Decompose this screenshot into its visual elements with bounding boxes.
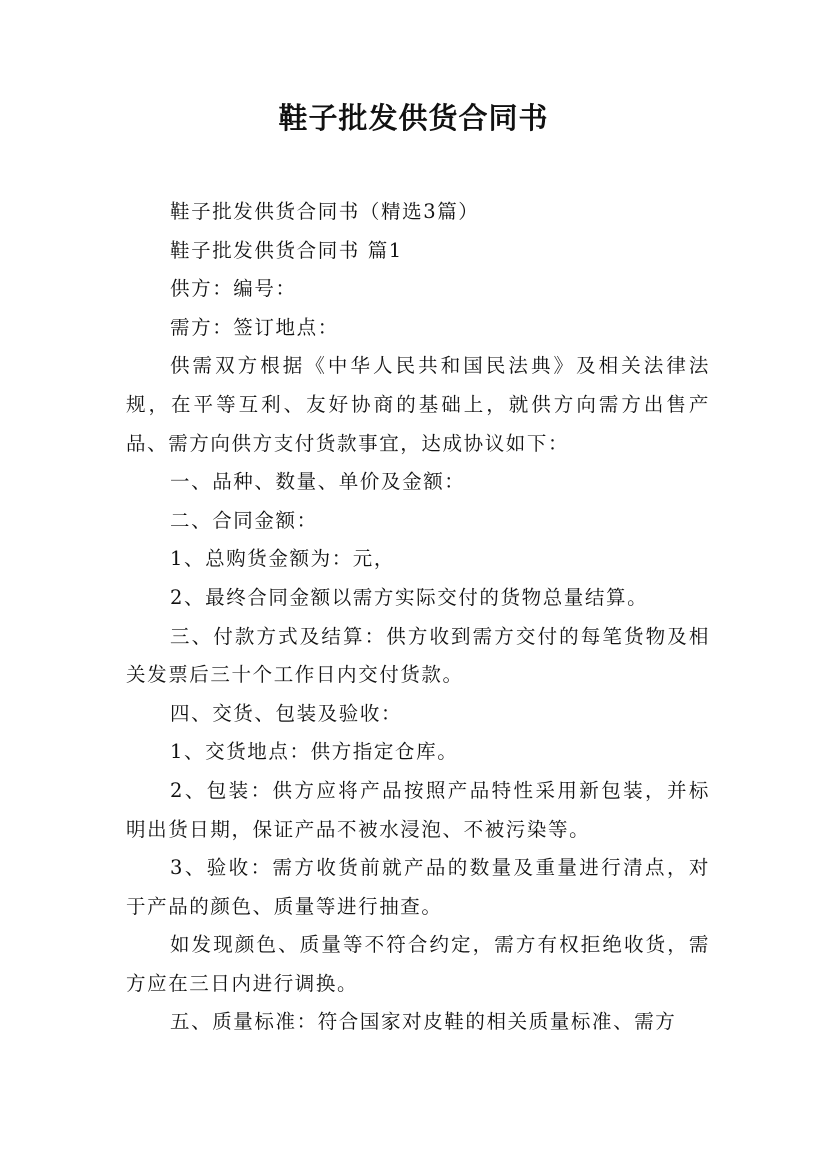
paragraph-clause-2: 二、合同金额： (170, 508, 318, 532)
paragraph-section-heading: 鞋子批发供货合同书 篇1 (170, 238, 403, 262)
paragraph-clause-4-3: 3、验收：需方收货前就产品的数量及重量进行清点，对于产品的颜色、质量等进行抽查。 (126, 856, 710, 918)
paragraph-clause-4: 四、交货、包装及验收： (170, 701, 403, 725)
paragraph-clause-4-2: 2、包装：供方应将产品按照产品特性采用新包装，并标明出货日期，保证产品不被水浸泡、不被污染等。 (126, 778, 710, 841)
paragraph-clause-4-note: 如发现颜色、质量等不符合约定，需方有权拒绝收货，需方应在三日内进行调换。 (126, 933, 710, 995)
paragraph-clause-5: 五、质量标准：符合国家对皮鞋的相关质量标准、需方 (170, 1010, 677, 1034)
paragraph-clause-2-2: 2、最终合同金额以需方实际交付的货物总量结算。 (170, 585, 649, 609)
paragraph-buyer: 需方：签订地点： (170, 315, 339, 339)
paragraph-clause-4-1: 1、交货地点：供方指定仓库。 (170, 740, 459, 764)
document-body (126, 193, 710, 1042)
paragraph-clause-1: 一、品种、数量、单价及金额： (170, 470, 466, 494)
paragraph-clause-2-1: 1、总购货金额为：元， (170, 547, 396, 571)
paragraph-subtitle: 鞋子批发供货合同书（精选3篇） (170, 200, 480, 223)
paragraph-clause-3: 三、付款方式及结算：供方收到需方交付的每笔货物及相关发票后三十个工作日内交付货款。 (126, 624, 710, 687)
document-title: 鞋子批发供货合同书 (278, 101, 549, 135)
paragraph-supplier: 供方：编号： (170, 277, 297, 301)
paragraph-preamble: 供需双方根据《中华人民共和国民法典》及相关法律法规，在平等互利、友好协商的基础上，就供方向需方出售产品、需方向供方支付货款事宜，达成协议如下： (126, 354, 710, 455)
